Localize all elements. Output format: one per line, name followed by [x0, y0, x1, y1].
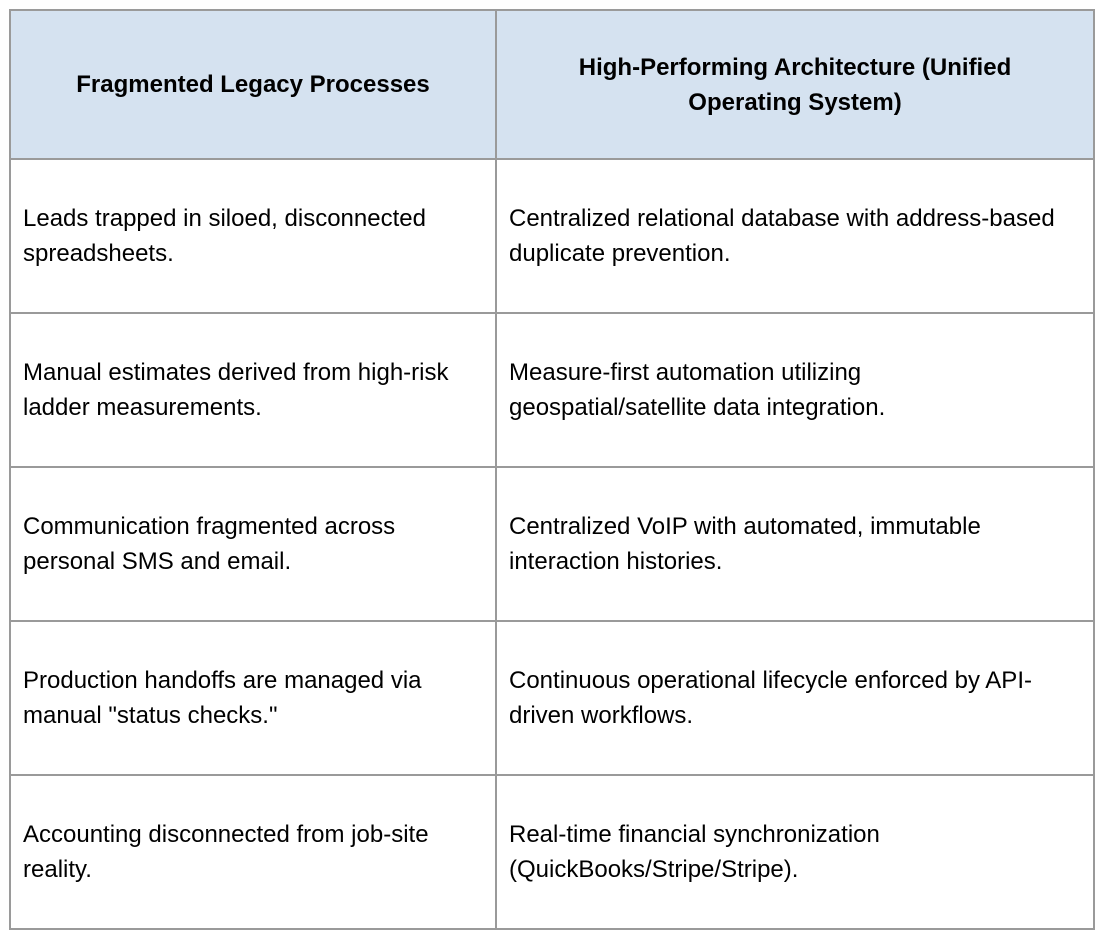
column-header-legacy: Fragmented Legacy Processes [10, 10, 496, 159]
table-row [10, 621, 1094, 775]
architecture-cell: Continuous operational lifecycle enforced by API-driven workflows. [496, 621, 1094, 775]
table-row [10, 159, 1094, 313]
table-row [10, 775, 1094, 929]
table-row [10, 467, 1094, 621]
table-row [10, 313, 1094, 467]
architecture-cell: Real-time financial synchronization (QuickBooks/Stripe/Stripe). [496, 775, 1094, 929]
legacy-cell: Production handoffs are managed via manual "status checks." [10, 621, 496, 775]
legacy-cell: Manual estimates derived from high-risk ladder measurements. [10, 313, 496, 467]
architecture-cell: Centralized relational database with address-based duplicate prevention. [496, 159, 1094, 313]
table-header-row [10, 10, 1094, 159]
comparison-table-container [9, 9, 1093, 930]
architecture-cell: Measure-first automation utilizing geospatial/satellite data integration. [496, 313, 1094, 467]
legacy-cell: Accounting disconnected from job-site reality. [10, 775, 496, 929]
column-header-architecture: High-Performing Architecture (Unified Operating System) [496, 10, 1094, 159]
comparison-table [9, 9, 1095, 930]
legacy-cell: Leads trapped in siloed, disconnected spreadsheets. [10, 159, 496, 313]
legacy-cell: Communication fragmented across personal SMS and email. [10, 467, 496, 621]
architecture-cell: Centralized VoIP with automated, immutable interaction histories. [496, 467, 1094, 621]
